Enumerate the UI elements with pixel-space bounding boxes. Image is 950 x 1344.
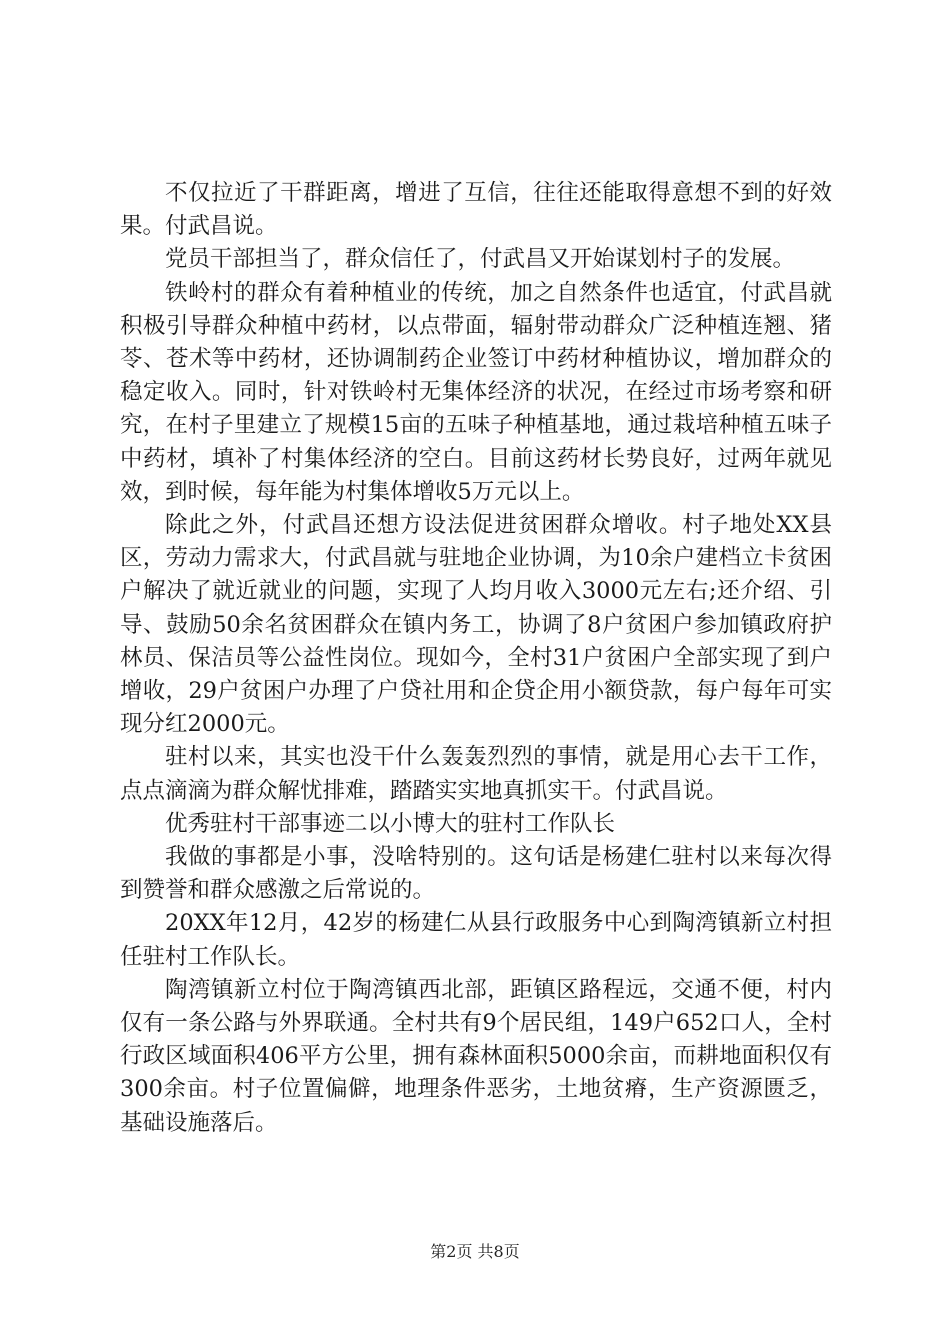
- paragraph-1: 不仅拉近了干群距离，增进了互信，往往还能取得意想不到的好效果。付武昌说。: [120, 180, 832, 240]
- paragraph-2: 党员干部担当了，群众信任了，付武昌又开始谋划村子的发展。: [165, 246, 796, 273]
- paragraph-3: 铁岭村的群众有着种植业的传统，加之自然条件也适宜，付武昌就积极引导群众种植中药材，以点带面，辐射带动群众广泛种植连翘、猪苓、苍术等中药材，还协调制药企业签订中药材种植协议，增加群众的稳定收入。同时，针对铁岭村无集体经济的状况，在经过市场考察和研究，在村子里建立了规模15亩的五味子种植基地，通过栽培种植五味子中药材，填补了村集体经济的空白。目前这药材长势良好，过两年就见效，到时候，每年能为村集体增收5万元以上。: [120, 279, 832, 505]
- body-text: [120, 177, 832, 1140]
- page-number: 第2页 共8页: [430, 1242, 520, 1261]
- paragraph-8: 20XX年12月，42岁的杨建仁从县行政服务中心到陶湾镇新立村担任驻村工作队长。: [120, 910, 832, 970]
- paragraph-7: 我做的事都是小事，没啥特别的。这句话是杨建仁驻村以来每次得到赞誉和群众感激之后常说的。: [120, 844, 832, 904]
- paragraph-5: 驻村以来，其实也没干什么轰轰烈烈的事情，就是用心去干工作，点点滴滴为群众解忧排难，踏踏实实地真抓实干。付武昌说。: [120, 744, 832, 804]
- section-heading: 优秀驻村干部事迹二以小博大的驻村工作队长: [165, 810, 616, 837]
- page-footer: [0, 1242, 950, 1262]
- paragraph-9: 陶湾镇新立村位于陶湾镇西北部，距镇区路程远，交通不便，村内仅有一条公路与外界联通。全村共有9个居民组，149户652口人，全村行政区域面积406平方公里，拥有森林面积5000余亩，而耕地面积仅有300余亩。村子位置偏僻，地理条件恶劣，土地贫瘠，生产资源匮乏，基础设施落后。: [120, 976, 832, 1136]
- paragraph-4: 除此之外，付武昌还想方设法促进贫困群众增收。村子地处XX县区，劳动力需求大，付武昌就与驻地企业协调，为10余户建档立卡贫困户解决了就近就业的问题，实现了人均月收入3000元左右;还介绍、引导、鼓励50余名贫困群众在镇内务工，协调了8户贫困户参加镇政府护林员、保洁员等公益性岗位。现如今，全村31户贫困户全部实现了到户增收，29户贫困户办理了户贷社用和企贷企用小额贷款，每户每年可实现分红2000元。: [120, 512, 832, 738]
